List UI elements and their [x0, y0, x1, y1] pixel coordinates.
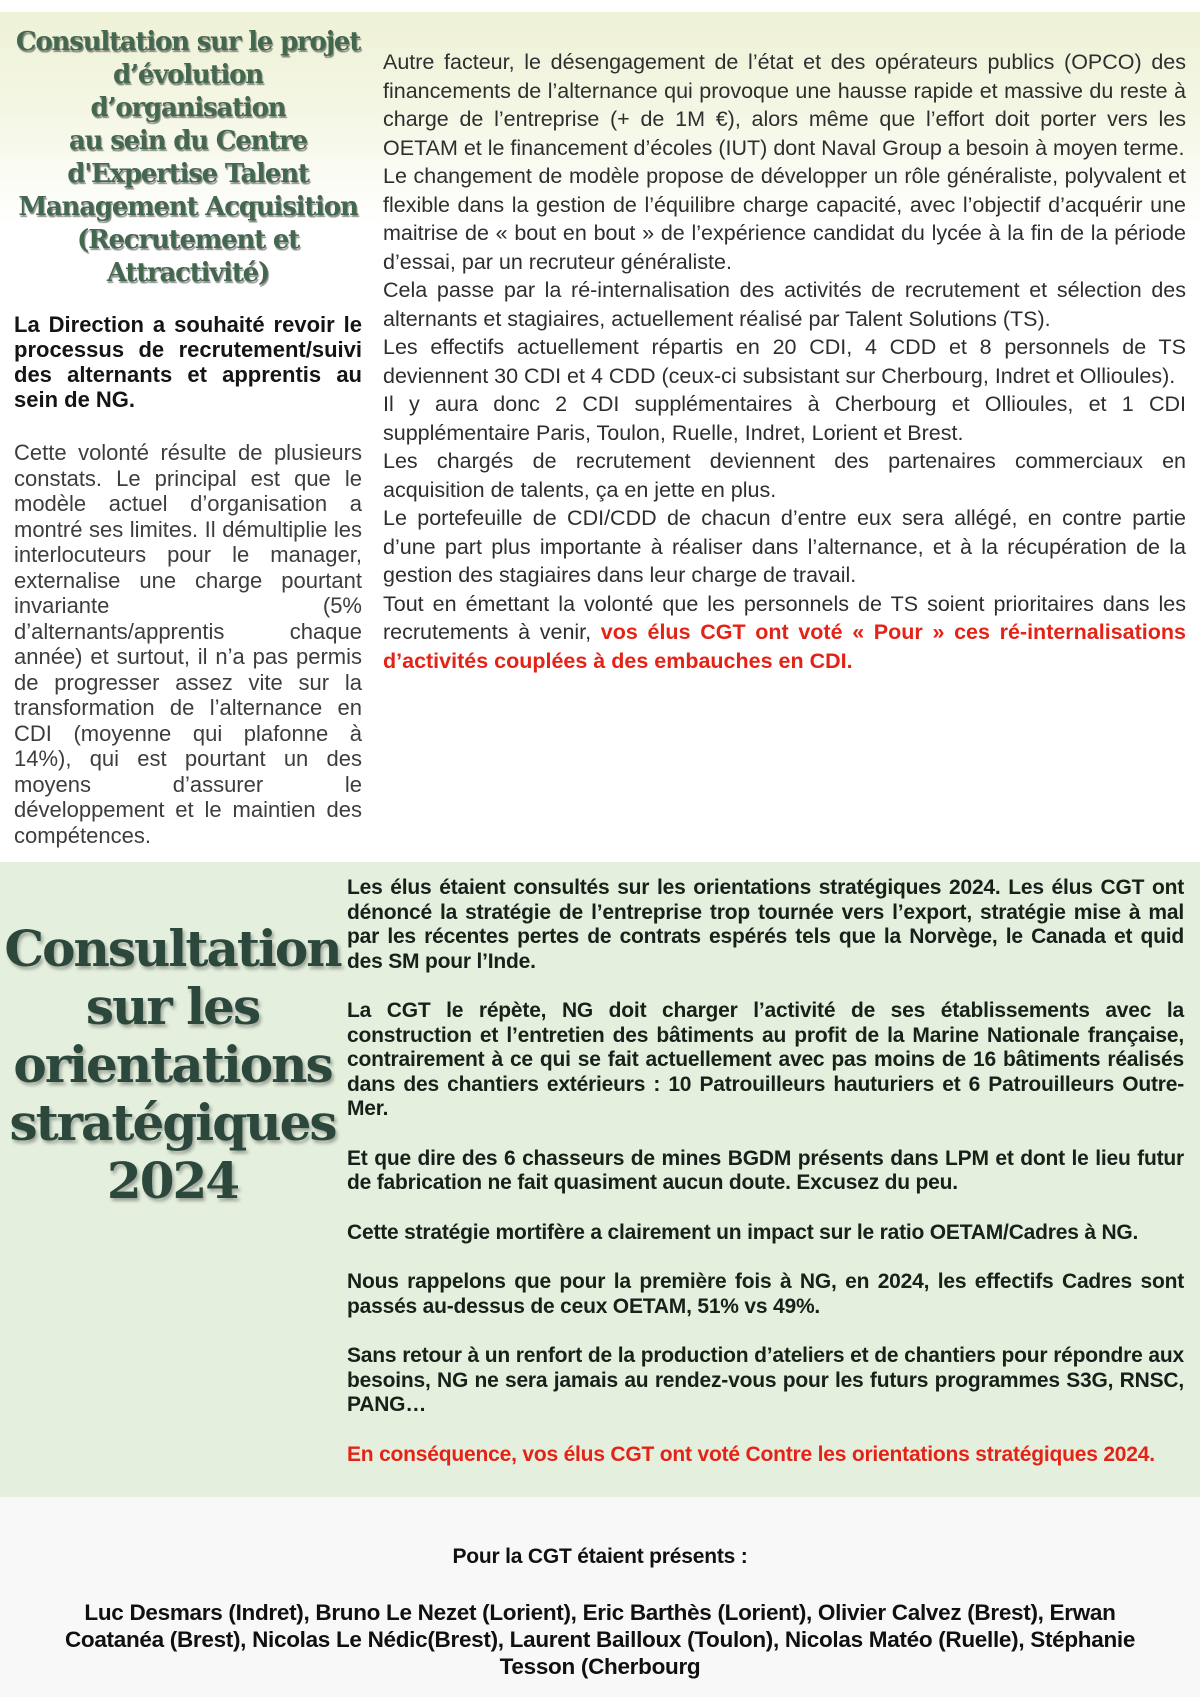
recruitment-consultation-title	[14, 26, 362, 290]
vote-paragraph-lead: Tout en émettant la volonté que les personnels de TS soient prioritaires dans les recrutements à venir,	[383, 591, 1186, 644]
cgt-vote-contre-statement: En conséquence, vos élus CGT ont voté Contre les orientations stratégiques 2024.	[347, 1442, 1155, 1466]
strategy-paragraph: Les élus étaient consultés sur les orientations stratégiques 2024. Les élus CGT ont dénoncé la stratégie de l’entreprise trop tournée vers l’export, stratégie mise à mal par les récentes pertes de contrats espérés tels que la Norvège, le Canada et quid des SM pour l’Inde.	[347, 876, 1184, 973]
strategy-paragraph: Sans retour à un renfort de la production d’ateliers et de chantiers pour répondre aux besoins, NG ne sera jamais au rendez-vous pour les futurs programmes S3G, RNSC, PANG…	[347, 1344, 1184, 1416]
attendees-list: Luc Desmars (Indret), Bruno Le Nezet (Lorient), Eric Barthès (Lorient), Olivier Calvez (Brest), Erwan Coatanéa (Brest), Nicolas Le Nédic(Brest), Laurent Bailloux (Toulon), Nicolas Matéo (Ruelle), Stéphanie Tesson (Cherbourg	[64, 1600, 1136, 1679]
title-line: stratégiques	[9, 1093, 336, 1152]
body-paragraph: Le changement de modèle propose de développer un rôle généraliste, polyvalent et flexible dans la gestion de l’équilibre charge capacité, avec l’objectif d’acquérir une maitrise de « bout en bout » de l’expérience candidat du lycée à la fin de la période d’essai, par un recruteur généraliste.	[383, 164, 1186, 274]
title-line: Consultation	[4, 919, 341, 978]
strategic-orientations-section	[0, 862, 1200, 1497]
title-line: Consultation sur le projet	[15, 27, 361, 57]
context-paragraph: Cette volonté résulte de plusieurs constats. Le principal est que le modèle actuel d’organisation a montré ses limites. Il démultiplie les interlocuteurs pour le manager, externalise une charge pourtant invariante (5% d’alternants/apprentis chaque année) et surtout, il n’a pas permis de progresser assez vite sur la transformation de l’alternance en CDI (moyenne qui plafonne à 14%), qui est pourtant un des moyens d’assurer le développement et le maintien des compétences.	[14, 440, 362, 848]
strategic-orientations-title	[0, 920, 345, 1210]
body-paragraph: Cela passe par la ré-internalisation des activités de recrutement et sélection des alternants et stagiaires, actuellement réalisé par Talent Solutions (TS).	[383, 278, 1186, 331]
title-line: 2024	[106, 1151, 239, 1210]
right-column	[372, 0, 1200, 862]
strategy-title-column	[0, 862, 345, 1497]
cgt-vote-pour-statement: vos élus CGT ont voté « Pour » ces ré-internalisations d’activités couplées à des embauches en CDI.	[383, 620, 1186, 673]
strategy-paragraph: Cette stratégie mortifère a clairement un impact sur le ratio OETAM/Cadres à NG.	[347, 1220, 1139, 1244]
direction-intro-paragraph: La Direction a souhaité revoir le processus de recrutement/suivi des alternants et apprentis au sein de NG.	[14, 312, 362, 412]
title-line: Attractivité)	[106, 258, 270, 288]
title-line: au sein du Centre	[69, 126, 307, 156]
title-line: (Recrutement et	[76, 225, 299, 255]
title-line: Management Acquisition	[18, 192, 358, 222]
body-paragraph: Les chargés de recrutement deviennent des partenaires commerciaux en acquisition de talents, ça en jette en plus.	[383, 449, 1186, 502]
left-column	[0, 0, 372, 862]
attendees-heading: Pour la CGT étaient présents :	[452, 1545, 748, 1568]
body-paragraph: Les effectifs actuellement répartis en 20 CDI, 4 CDD et 8 personnels de TS deviennent 30 CDI et 4 CDD (ceux-ci subsistant sur Cherbourg, Indret et Ollioules).	[383, 335, 1186, 388]
body-paragraph: Autre facteur, le désengagement de l’état et des opérateurs publics (OPCO) des financements de l’alternance qui provoque une hausse rapide et massive du reste à charge de l’entreprise (+ de 1M €), alors même que l’effort doit porter vers les OETAM et le financement d’écoles (IUT) dont Naval Group a besoin à moyen terme.	[383, 50, 1186, 160]
strategy-paragraph: La CGT le répète, NG doit charger l’activité de ses établissements avec la construction et l’entretien des bâtiments au profit de la Marine Nationale française, contrairement à ce qui se fait actuellement avec pas moins de 16 bâtiments réalisés dans des chantiers extérieurs : 10 Patrouilleurs hauturiers et 6 Patrouilleurs Outre-Mer.	[347, 999, 1184, 1120]
body-paragraph: Le portefeuille de CDI/CDD de chacun d’entre eux sera allégé, en contre partie d’une part plus importante à réaliser dans l’alternance, et à la récupération de la gestion des stagiaires dans leur charge de travail.	[383, 506, 1186, 587]
vote-paragraph	[383, 590, 1186, 676]
body-paragraph: Il y aura donc 2 CDI supplémentaires à Cherbourg et Ollioules, et 1 CDI supplémentaire Paris, Toulon, Ruelle, Indret, Lorient et Brest.	[383, 392, 1186, 445]
strategy-body-column	[345, 862, 1200, 1497]
title-line: orientations	[13, 1035, 332, 1094]
strategy-paragraph: Nous rappelons que pour la première fois à NG, en 2024, les effectifs Cadres sont passés au-dessus de ceux OETAM, 51% vs 49%.	[347, 1270, 1184, 1318]
attendees-footer	[0, 1497, 1200, 1697]
title-line: sur les	[85, 977, 260, 1036]
title-line: d’évolution d’organisation	[90, 60, 286, 123]
title-line: d'Expertise Talent	[67, 159, 309, 189]
strategy-paragraph: Et que dire des 6 chasseurs de mines BGDM présents dans LPM et dont le lieu futur de fabrication ne fait quasiment aucun doute. Excusez du peu.	[347, 1146, 1184, 1194]
